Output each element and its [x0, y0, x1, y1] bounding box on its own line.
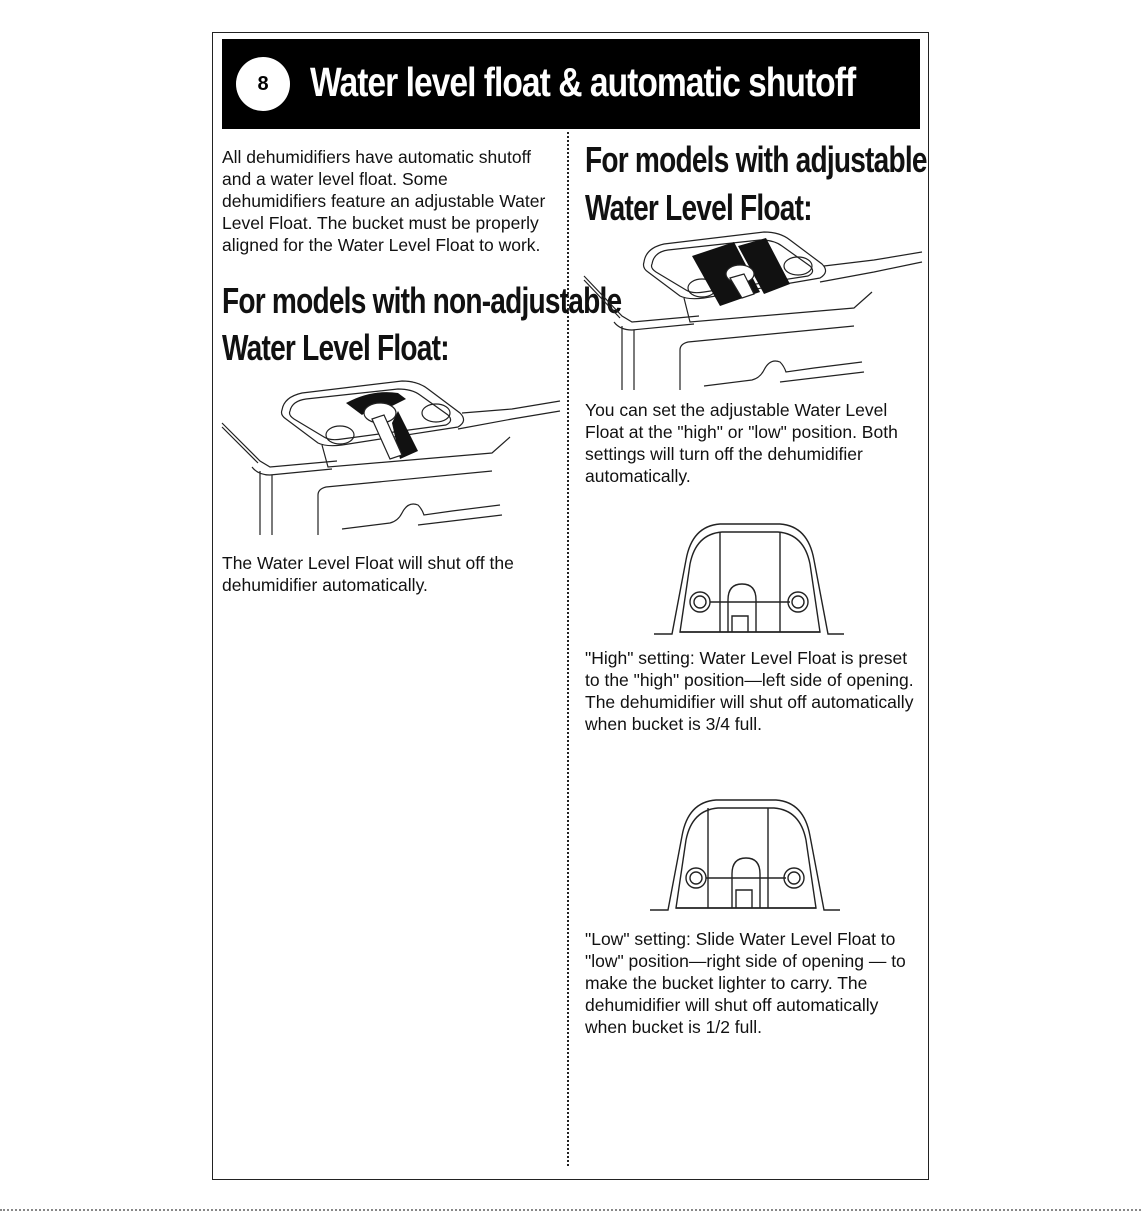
non-adjustable-heading-line2: Water Level Float: [222, 327, 449, 368]
page-bottom-rule [0, 1209, 1141, 1211]
non-adjustable-heading-line1: For models with non-adjustable [222, 280, 622, 321]
section-title: Water level float & automatic shutoff [310, 59, 856, 105]
non-adjustable-float-illustration [222, 375, 562, 535]
left-intro-text: All dehumidifiers have automatic shutoff and a water level float. Some dehumidifiers feature an adjustable Water Level Float. The bucket must be properly aligned for the Water Level Float to work. [222, 147, 546, 255]
adjustable-intro-text: You can set the adjustable Water Level Float at the "high" or "low" position. Both settings will turn off the dehumidifier automatically. [585, 400, 898, 486]
high-setting-caption: "High" setting: Water Level Float is preset to the "high" position—left side of opening. The dehumidifier will shut off automatically when bucket is 3/4 full. [585, 648, 914, 734]
adjustable-heading-line1: For models with adjustable [585, 139, 927, 180]
adjustable-float-illustration [584, 222, 924, 392]
low-setting-caption: "Low" setting: Slide Water Level Float to "low" position—right side of opening — to make the bucket lighter to carry. The dehumidifier will shut off automatically when bucket is 1/2 full. [585, 929, 906, 1037]
non-adjustable-caption: The Water Level Float will shut off the dehumidifier automatically. [222, 553, 514, 595]
low-setting-diagram [646, 796, 846, 916]
adjustable-heading-line2: Water Level Float: [585, 187, 812, 228]
high-setting-diagram [650, 520, 850, 640]
step-number-badge: 8 [236, 57, 290, 111]
